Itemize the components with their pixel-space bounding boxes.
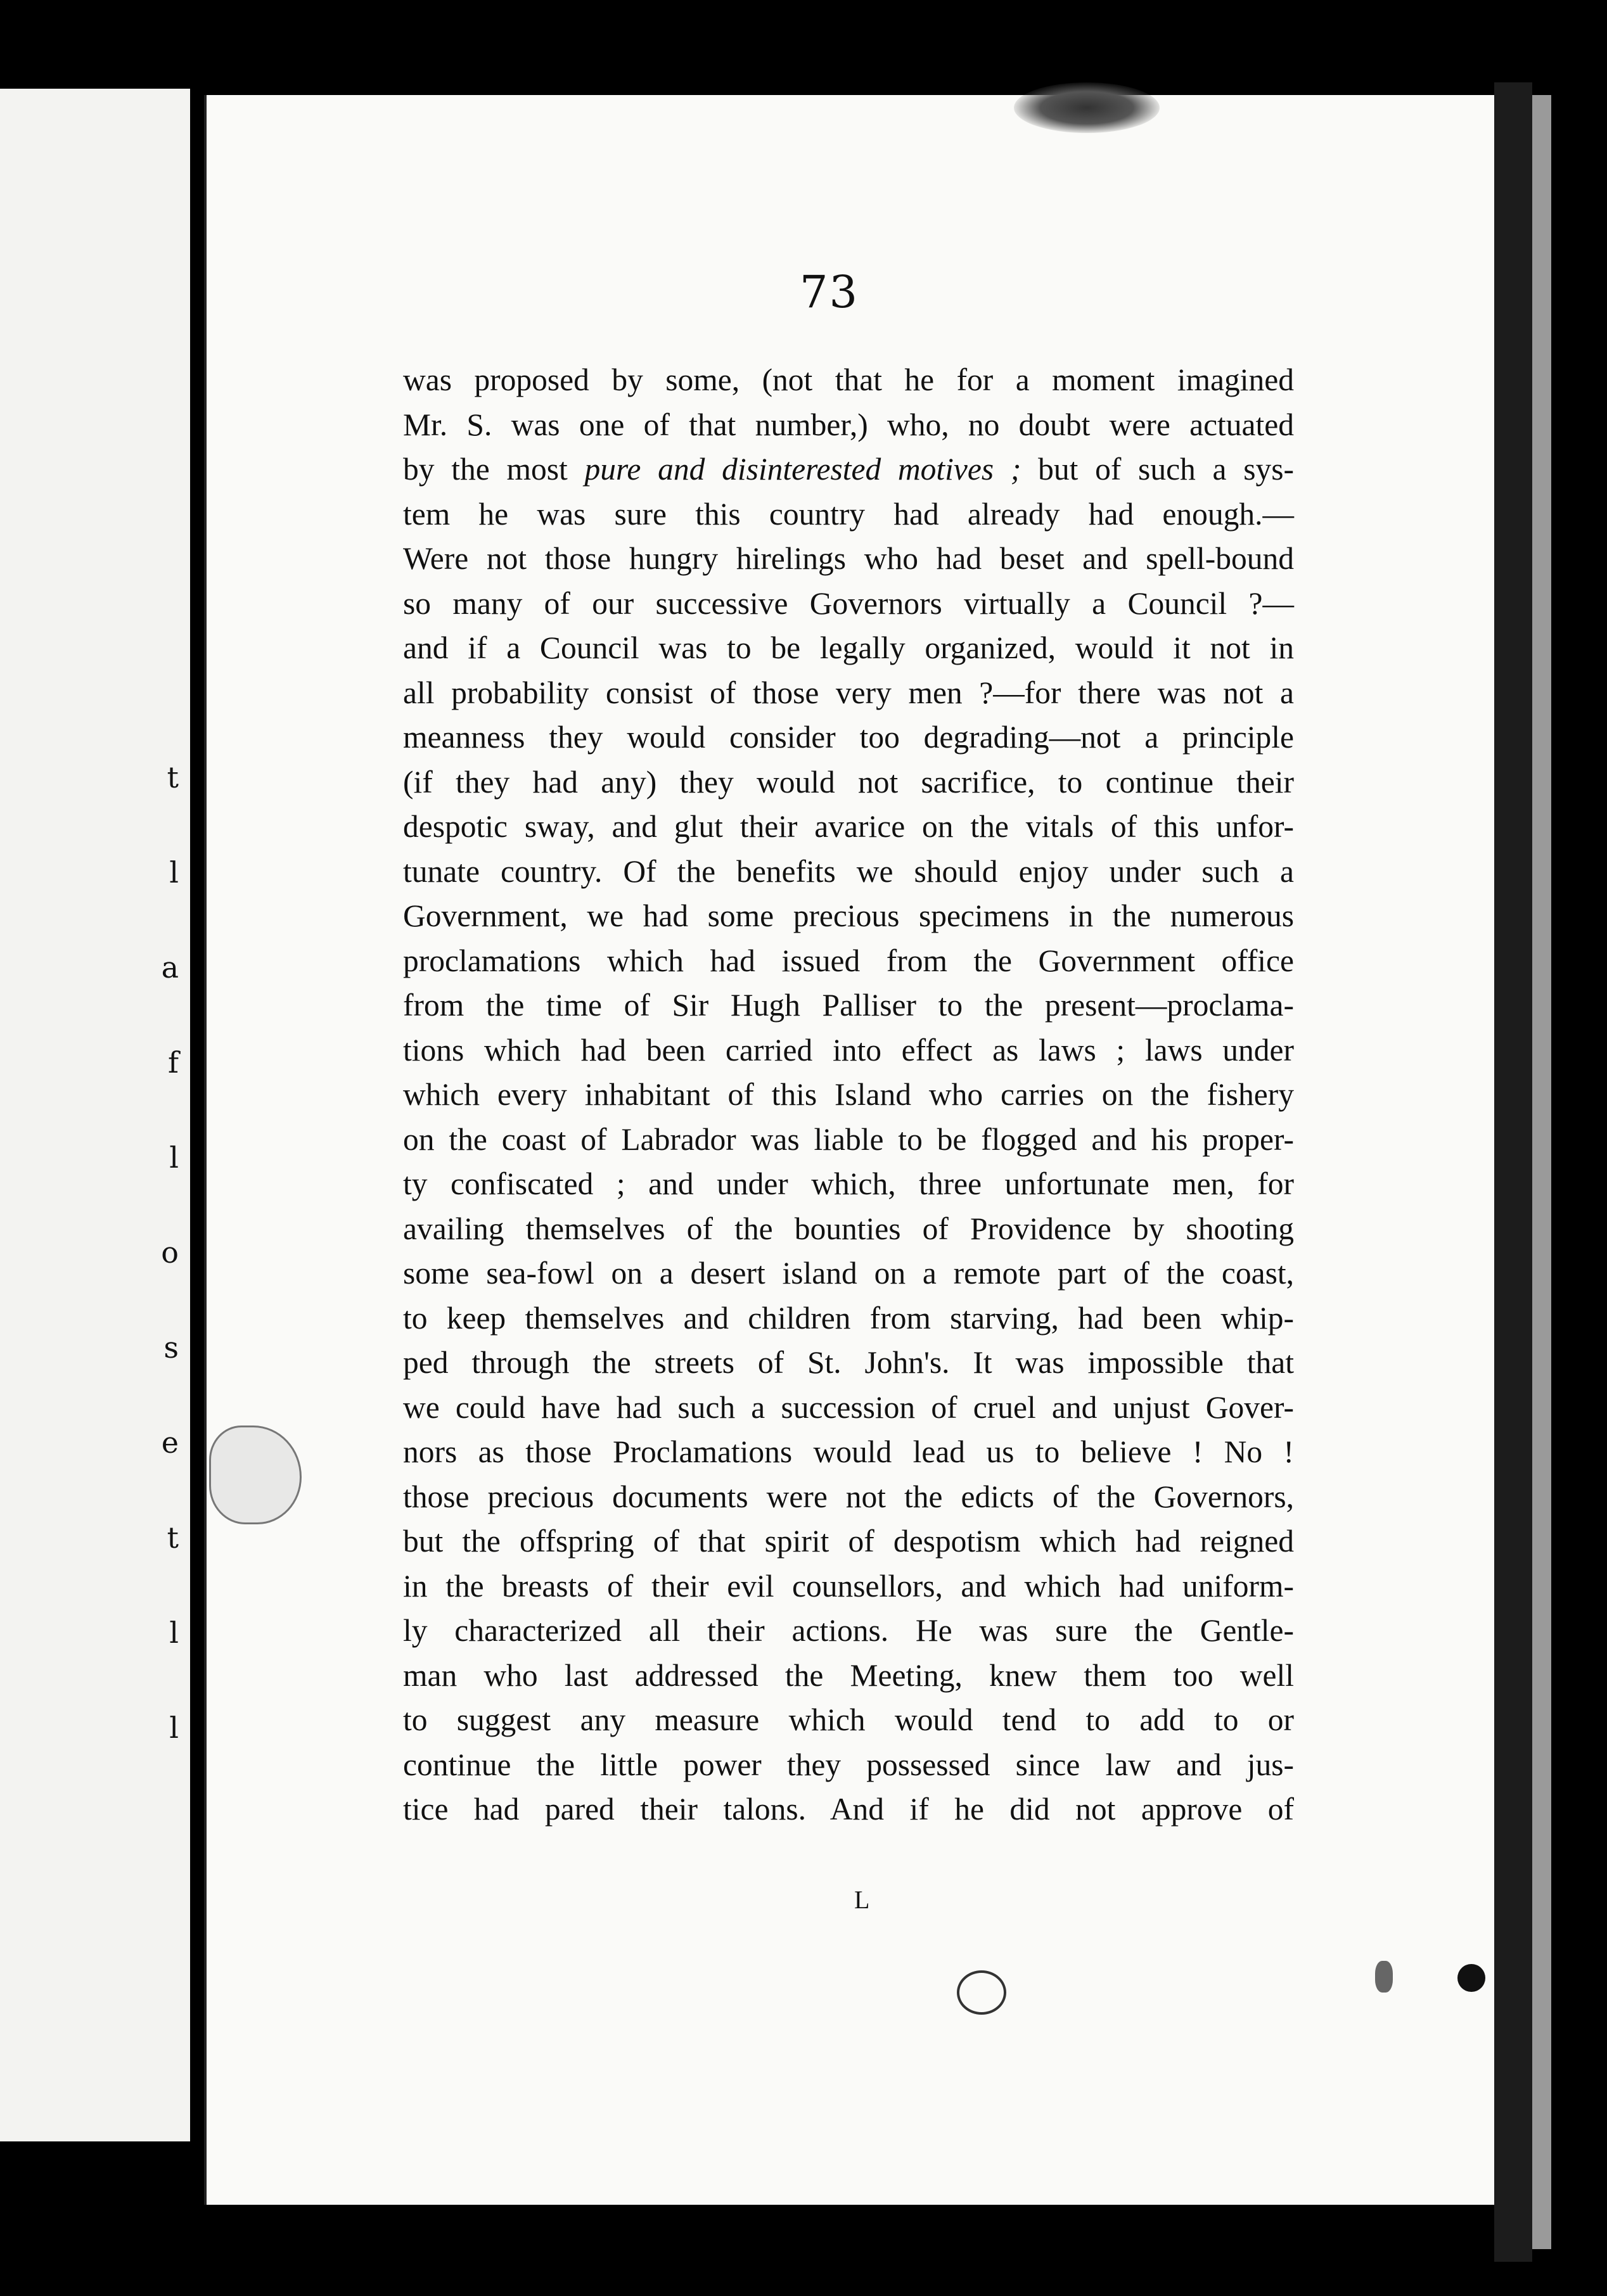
text-line: Mr. S. was one of that number,) who, no doubt were actuated xyxy=(403,407,1294,442)
text-line: tions which had been carried into effect as laws ; laws under xyxy=(403,1032,1294,1068)
edge-letter: t xyxy=(167,1521,179,1555)
edge-letter: o xyxy=(161,1235,179,1270)
text-line: which every inhabitant of this Island who carries on the fishery xyxy=(403,1077,1294,1112)
text-line: we could have had such a succession of cruel and unjust Gover- xyxy=(403,1389,1294,1425)
text-line: tem he was sure this country had already had enough.— xyxy=(403,496,1294,532)
text-line: those precious documents were not the edicts of the Governors, xyxy=(403,1479,1294,1514)
edge-letter: l xyxy=(169,855,179,890)
text-line: ty confiscated ; and under which, three unfortunate men, for xyxy=(403,1166,1294,1201)
signature-mark: L xyxy=(854,1885,870,1914)
text-line: (if they had any) they would not sacrifice, to continue their xyxy=(403,764,1294,800)
edge-letter: l xyxy=(169,1711,179,1745)
page-right-shadow xyxy=(1494,82,1532,2262)
previous-page-edge-letters xyxy=(0,760,190,1901)
text-line: tunate country. Of the benefits we should enjoy under such a xyxy=(403,853,1294,889)
edge-letter: a xyxy=(161,950,179,985)
text-line: so many of our successive Governors virtually a Council ?— xyxy=(403,585,1294,621)
text-line: Were not those hungry hirelings who had beset and spell-bound xyxy=(403,541,1294,576)
page-number: 73 xyxy=(800,266,859,318)
edge-letter: l xyxy=(169,1616,179,1650)
text-line: from the time of Sir Hugh Palliser to the present—proclama- xyxy=(403,988,1294,1023)
text-line: man who last addressed the Meeting, knew them too well xyxy=(403,1657,1294,1693)
body-text xyxy=(403,358,1294,1832)
edge-letter: t xyxy=(167,760,179,794)
paper-stain-bottom xyxy=(957,1970,1006,2015)
edge-letter: l xyxy=(169,1140,179,1175)
text-line: ped through the streets of St. John's. It was impossible that xyxy=(403,1345,1294,1380)
page-outer-edge xyxy=(1532,95,1551,2249)
text-line: in the breasts of their evil counsellors, and which had uniform- xyxy=(403,1568,1294,1604)
text-line: tice had pared their talons. And if he did not approve of xyxy=(403,1792,1294,1827)
text-line: continue the little power they possessed since law and jus- xyxy=(403,1747,1294,1782)
text-line: ly characterized all their actions. He was sure the Gentle- xyxy=(403,1613,1294,1648)
text-line: was proposed by some, (not that he for a moment imagined xyxy=(403,362,1294,397)
text-line: Government, we had some precious specimens in the numerous xyxy=(403,898,1294,933)
text-line: on the coast of Labrador was liable to be flogged and his proper- xyxy=(403,1121,1294,1157)
text-line: despotic sway, and glut their avarice on the vitals of this unfor- xyxy=(403,809,1294,844)
text-segment: by the most xyxy=(403,452,585,487)
text-line: and if a Council was to be legally organized, would it not in xyxy=(403,630,1294,665)
ink-blot-corner-small xyxy=(1375,1961,1393,1993)
edge-letter: s xyxy=(163,1330,179,1365)
ink-blot-top xyxy=(1014,82,1160,133)
text-line: to keep themselves and children from starving, had been whip- xyxy=(403,1300,1294,1336)
text-segment: but of such a sys- xyxy=(1021,452,1294,487)
italic-text-segment: pure and disinterested motives ; xyxy=(584,452,1021,487)
text-line: all probability consist of those very men ?—for there was not a xyxy=(403,675,1294,710)
text-line: but the offspring of that spirit of despotism which had reigned xyxy=(403,1524,1294,1559)
ink-blot-corner xyxy=(1457,1964,1485,1992)
edge-letter: f xyxy=(167,1045,179,1080)
text-line: proclamations which had issued from the Government office xyxy=(403,943,1294,978)
text-line: nors as those Proclamations would lead us to believe ! No ! xyxy=(403,1434,1294,1469)
text-line: some sea-fowl on a desert island on a remote part of the coast, xyxy=(403,1256,1294,1291)
text-line: meanness they would consider too degrading—not a principle xyxy=(403,720,1294,755)
text-line xyxy=(403,447,1294,492)
text-line: availing themselves of the bounties of Providence by shooting xyxy=(403,1211,1294,1246)
text-line: to suggest any measure which would tend to add to or xyxy=(403,1702,1294,1737)
edge-letter: e xyxy=(161,1425,179,1460)
page-gutter xyxy=(190,89,204,2205)
paper-stain-left xyxy=(209,1425,302,1524)
